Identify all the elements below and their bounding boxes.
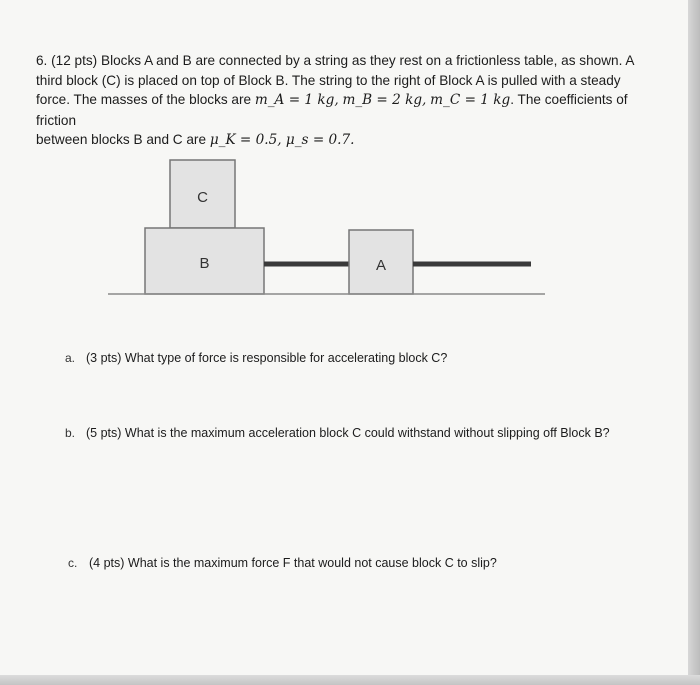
- problem-text-1: Blocks A and B are connected by a string as they rest on a frictionless table, as shown. A: [101, 53, 635, 68]
- block-c-label: C: [197, 189, 208, 206]
- blocks-diagram: [0, 0, 688, 320]
- problem-text-3-end: . The coefficients of friction: [36, 92, 628, 128]
- question-a-text: (3 pts) What type of force is responsible for accelerating block C?: [86, 351, 448, 365]
- problem-number: 6.: [36, 53, 48, 68]
- block-b-label: B: [199, 255, 210, 272]
- block-a-label: A: [375, 257, 387, 274]
- mass-b: m_B = 2 kg,: [342, 92, 427, 108]
- friction-coefficients: μ_K = 0.5, μ_s = 0.7.: [209, 132, 355, 148]
- question-a-marker: a.: [65, 351, 76, 365]
- problem-text-4: between blocks B and C are: [36, 132, 210, 147]
- problem-line-2: third block (C) is placed on top of Block B. The string to the right of Block A is pulled with a steady: [36, 72, 621, 88]
- mass-a: m_A = 1 kg,: [254, 92, 339, 108]
- question-b-marker: b.: [65, 426, 76, 440]
- page-edge-bottom: [0, 675, 700, 685]
- question-c-marker: c.: [68, 556, 78, 570]
- mass-c: m_C = 1 kg: [430, 92, 511, 108]
- problem-points: (12 pts): [51, 53, 98, 68]
- problem-text-3: force. The masses of the blocks are: [36, 92, 255, 107]
- page-edge-right: [688, 0, 700, 685]
- question-b-text: (5 pts) What is the maximum acceleration block C could withstand without slipping off Block B?: [86, 426, 610, 440]
- question-c-text: (4 pts) What is the maximum force F that would not cause block C to slip?: [89, 556, 497, 570]
